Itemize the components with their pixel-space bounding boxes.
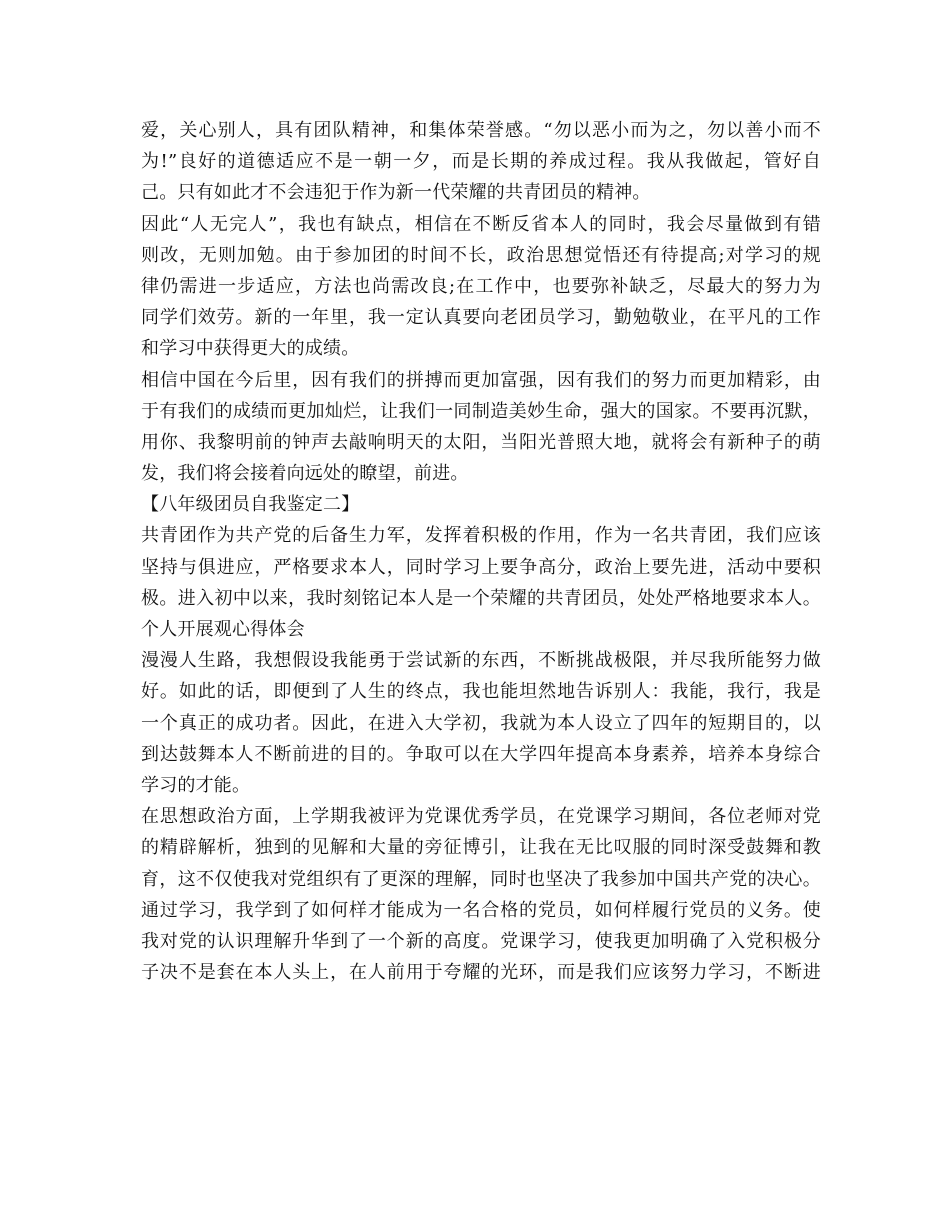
- text-line: 己。只有如此才不会违犯于作为新一代荣耀的共青团员的精神。: [141, 182, 651, 204]
- text-line: 育，这不仅使我对党组织有了更深的理解，同时也坚决了我参加中国共产党的决心。: [141, 868, 821, 890]
- text-line: 用你、我黎明前的钟声去敲响明天的太阳，当阳光普照大地，就将会有新种子的萌: [141, 431, 821, 453]
- text-line: 律仍需进一步适应，方法也尚需改良;在工作中，也要弥补缺乏，尽最大的努力为: [141, 275, 821, 297]
- text-line: 同学们效劳。新的一年里，我一定认真要向老团员学习，勤勉敬业，在平凡的工作: [141, 307, 821, 329]
- text-line: 坚持与俱进应，严格要求本人，同时学习上要争高分，政治上要先进，活动中要积: [141, 556, 821, 578]
- text-line: 【八年级团员自我鉴定二】: [141, 494, 360, 516]
- text-line: 好。如此的话，即便到了人生的终点，我也能坦然地告诉别人：我能，我行，我是: [141, 681, 821, 703]
- text-line: 子决不是套在本人头上，在人前用于夸耀的光环，而是我们应该努力学习，不断进: [141, 962, 821, 984]
- document-body: [141, 115, 821, 988]
- text-line: 和学习中获得更大的成绩。: [141, 338, 360, 360]
- text-line: 漫漫人生路，我想假设我能勇于尝试新的东西，不断挑战极限，并尽我所能努力做: [141, 650, 821, 672]
- text-line: 的精辟解析，独到的见解和大量的旁征博引，让我在无比叹服的同时深受鼓舞和教: [141, 837, 821, 859]
- text-line: 我对党的认识理解升华到了一个新的高度。党课学习，使我更加明确了入党积极分: [141, 930, 821, 952]
- text-line: 共青团作为共产党的后备生力军，发挥着积极的作用，作为一名共青团，我们应该: [141, 525, 821, 547]
- text-line: 在思想政治方面，上学期我被评为党课优秀学员，在党课学习期间，各位老师对党: [141, 806, 821, 828]
- text-line: 因此“人无完人”，我也有缺点，相信在不断反省本人的同时，我会尽量做到有错: [141, 213, 821, 235]
- text-line: 为!”良好的道德适应不是一朝一夕，而是长期的养成过程。我从我做起，管好自: [141, 151, 821, 173]
- text-line: 一个真正的成功者。因此，在进入大学初，我就为本人设立了四年的短期目的，以: [141, 712, 821, 734]
- text-line: 学习的才能。: [141, 774, 251, 796]
- text-line: 发，我们将会接着向远处的瞭望，前进。: [141, 463, 469, 485]
- text-line: 极。进入初中以来，我时刻铭记本人是一个荣耀的共青团员，处处严格地要求本人。: [141, 587, 821, 609]
- text-line: 则改，无则加勉。由于参加团的时间不长，政治思想觉悟还有待提高;对学习的规: [141, 244, 821, 266]
- text-line: 个人开展观心得体会: [141, 619, 305, 640]
- text-line: 爱，关心别人，具有团队精神，和集体荣誉感。“勿以恶小而为之，勿以善小而不: [141, 120, 821, 141]
- text-line: 到达鼓舞本人不断前进的目的。争取可以在大学四年提高本身素养，培养本身综合: [141, 743, 821, 765]
- text-line: 于有我们的成绩而更加灿烂，让我们一同制造美妙生命，强大的国家。不要再沉默，: [141, 400, 821, 422]
- text-line: 相信中国在今后里，因有我们的拼搏而更加富强，因有我们的努力而更加精彩，由: [141, 369, 821, 391]
- text-line: 通过学习，我学到了如何样才能成为一名合格的党员，如何样履行党员的义务。使: [141, 899, 821, 921]
